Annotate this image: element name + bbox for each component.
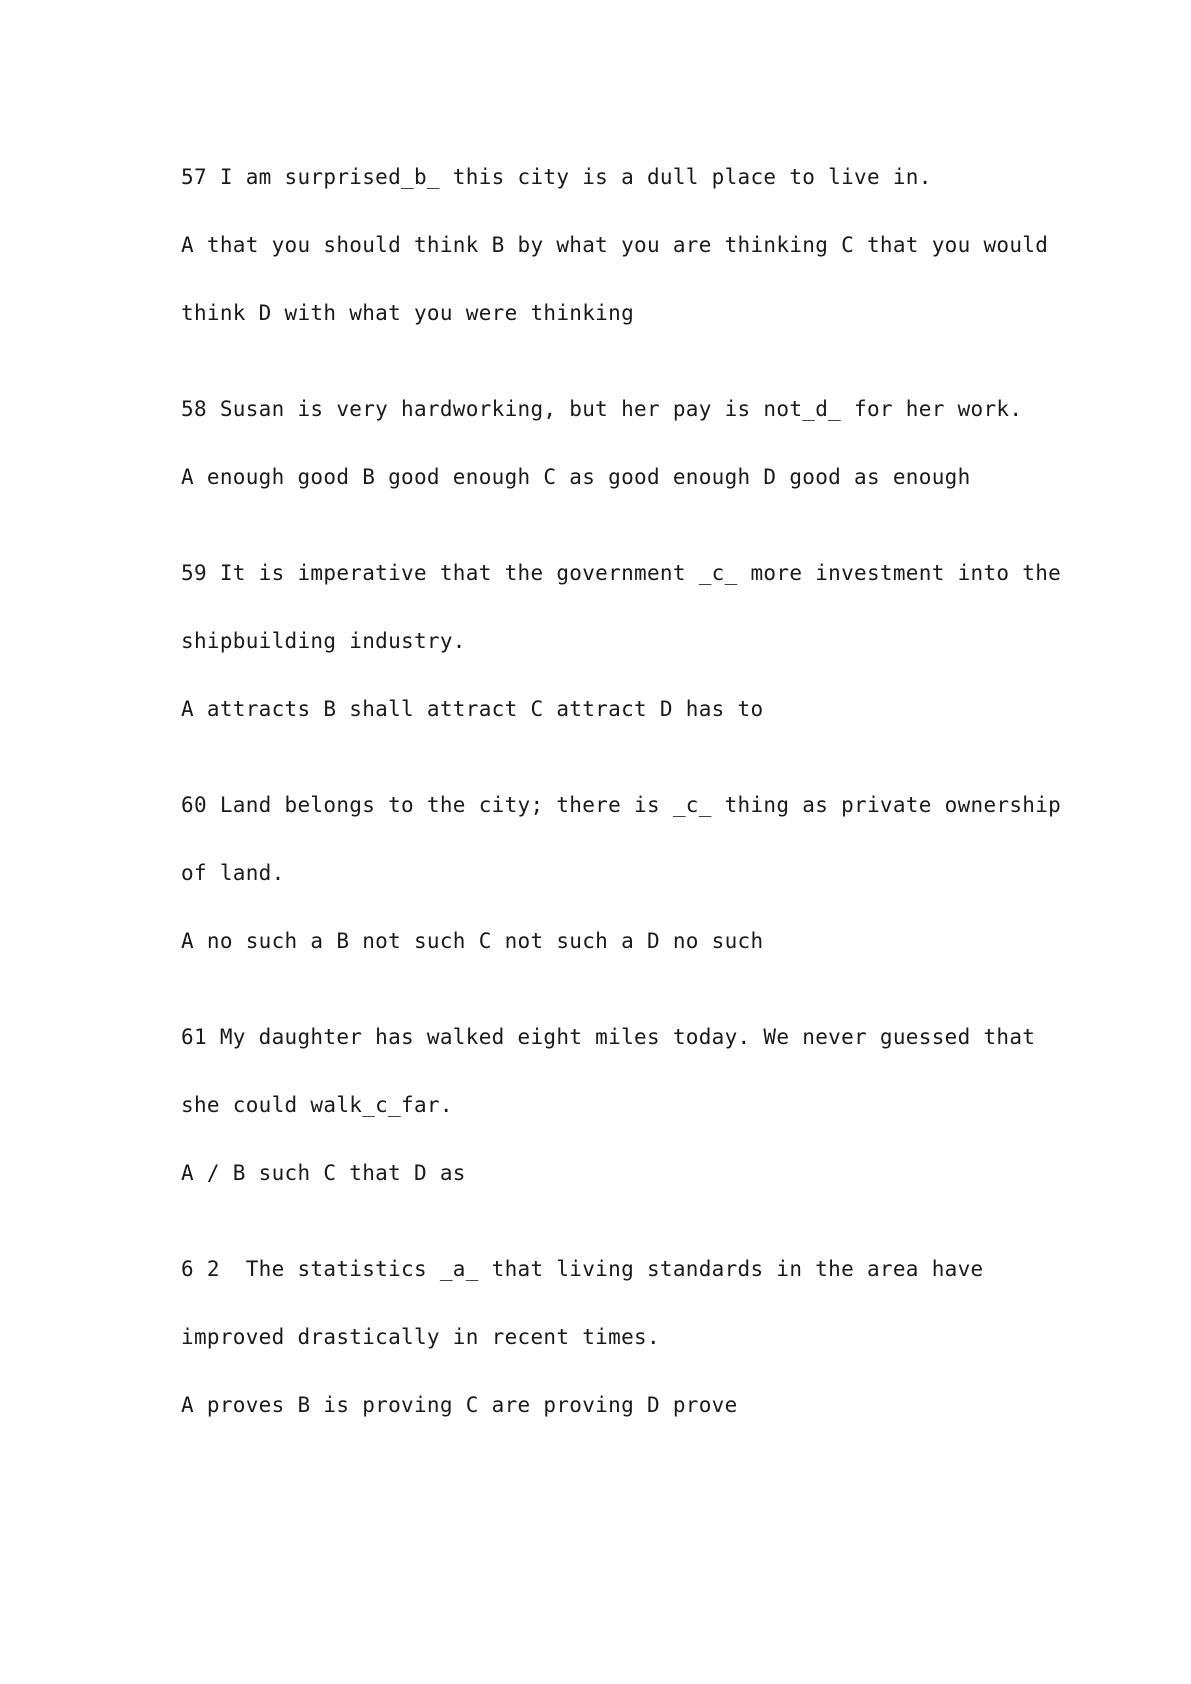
question-60-stem-cont: of land. xyxy=(181,861,285,885)
question-61-stem-cont: she could walk_c_far. xyxy=(181,1093,453,1117)
question-57-options: A that you should think B by what you are thinking C that you would xyxy=(181,233,1049,257)
question-60-options: A no such a B not such C not such a D no such xyxy=(181,929,764,953)
question-62-stem-cont: improved drastically in recent times. xyxy=(181,1325,660,1349)
question-62-stem: 6 2 The statistics _a_ that living standards in the area have xyxy=(181,1257,984,1281)
question-62-options: A proves B is proving C are proving D prove xyxy=(181,1393,738,1417)
question-59-stem-cont: shipbuilding industry. xyxy=(181,629,466,653)
question-61-stem: 61 My daughter has walked eight miles today. We never guessed that xyxy=(181,1025,1036,1049)
question-58-options: A enough good B good enough C as good enough D good as enough xyxy=(181,465,971,489)
question-59-options: A attracts B shall attract C attract D has to xyxy=(181,697,764,721)
question-57-options-cont: think D with what you were thinking xyxy=(181,301,635,325)
question-58-stem: 58 Susan is very hardworking, but her pay is not_d_ for her work. xyxy=(181,397,1023,421)
question-60-stem: 60 Land belongs to the city; there is _c_ thing as private ownership xyxy=(181,793,1062,817)
question-57-stem: 57 I am surprised_b_ this city is a dull place to live in. xyxy=(181,165,932,189)
question-59-stem: 59 It is imperative that the government _c_ more investment into the xyxy=(181,561,1062,585)
question-61-options: A / B such C that D as xyxy=(181,1161,466,1185)
